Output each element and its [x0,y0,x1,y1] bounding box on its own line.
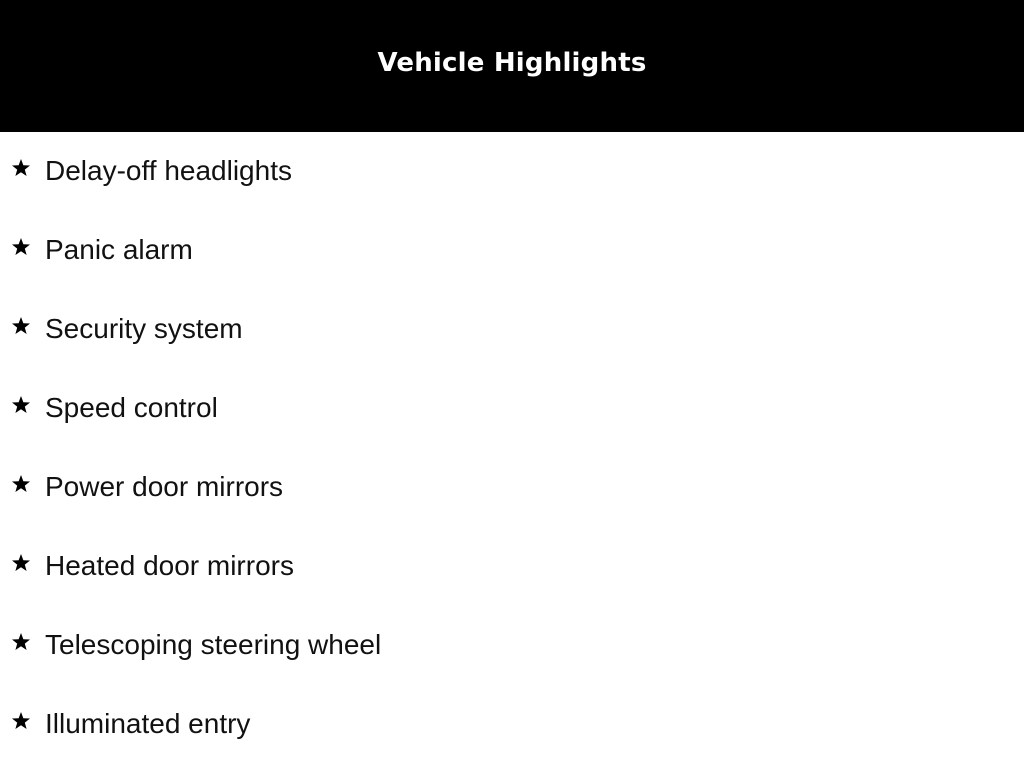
star-icon [11,316,31,336]
highlight-label: Panic alarm [45,234,193,265]
header-bar [0,0,1024,132]
highlight-label: Speed control [45,392,218,423]
highlight-label: Power door mirrors [45,471,284,502]
list-item [0,685,1024,764]
highlight-label: Security system [45,313,243,344]
star-icon [11,158,31,178]
highlights-list [0,132,1024,764]
star-icon [11,237,31,257]
highlight-label: Heated door mirrors [45,550,294,581]
list-item [0,369,1024,448]
star-icon [11,553,31,573]
highlight-label: Telescoping steering wheel [45,629,382,660]
list-item [0,211,1024,290]
highlight-label: Delay-off headlights [45,155,292,186]
list-item [0,132,1024,211]
page-title: Vehicle Highlights [377,48,647,78]
highlight-label: Illuminated entry [45,708,251,739]
list-item [0,290,1024,369]
star-icon [11,632,31,652]
list-item [0,606,1024,685]
star-icon [11,474,31,494]
star-icon [11,395,31,415]
list-item [0,527,1024,606]
list-item [0,448,1024,527]
star-icon [11,711,31,731]
